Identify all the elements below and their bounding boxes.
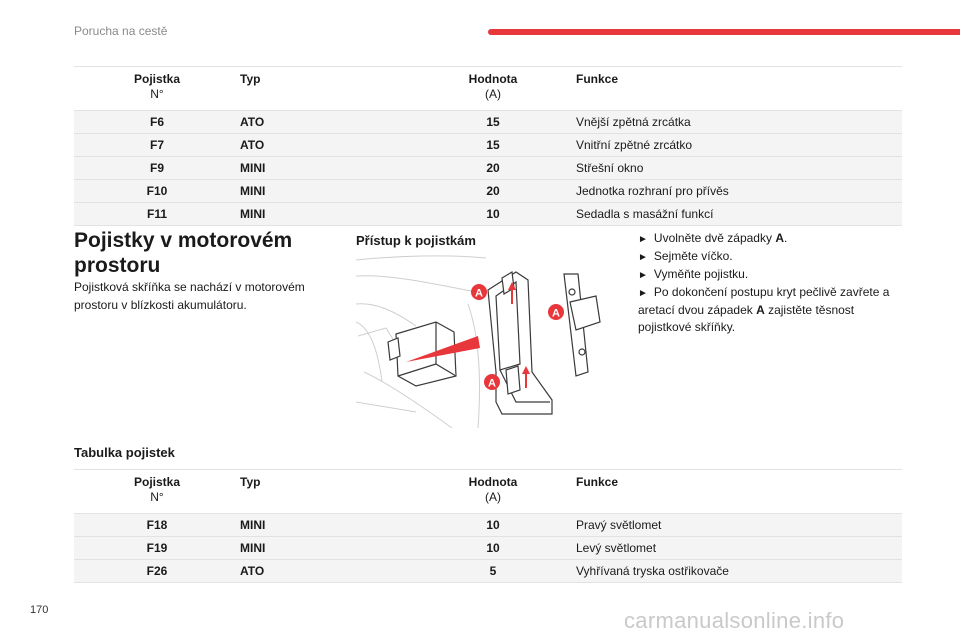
bullet-arrow-icon: ► — [638, 270, 648, 281]
header-type: Typ — [240, 470, 410, 514]
watermark: carmanualsonline.info — [624, 608, 845, 633]
table-row: F18 MINI 10 Pravý světlomet — [74, 514, 902, 537]
bullet-arrow-icon: ► — [638, 234, 648, 245]
header-function: Funkce — [576, 470, 902, 514]
step-item: ► Vyměňte pojistku. — [638, 267, 749, 281]
page-number: 170 — [30, 604, 49, 616]
fuse-access-steps — [638, 230, 898, 336]
table-row: F19 MINI 10 Levý světlomet — [74, 537, 902, 560]
header-type: Typ — [240, 67, 410, 111]
header-value: Hodnota (A) — [410, 470, 576, 514]
latch-marker-a — [471, 284, 487, 300]
fuse-box-illustration — [356, 252, 608, 430]
svg-text:A: A — [475, 287, 483, 300]
header-function: Funkce — [576, 67, 902, 111]
table-header-row — [74, 470, 902, 514]
fuse-table-heading: Tabulka pojistek — [74, 445, 175, 460]
header-fuse: Pojistka N° — [74, 470, 240, 514]
step-item: ► Po dokončení postupu kryt pečlivě zavřete a aretací dvou západek A zajistěte těsnost pojistkové skříňky. — [638, 285, 890, 334]
latch-marker-a — [548, 304, 564, 320]
latch-marker-a — [484, 374, 500, 390]
engine-fuses-text: Pojistková skříňka se nachází v motorovém prostoru v blízkosti akumulátoru. — [74, 280, 305, 312]
table-row: F26 ATO 5 Vyhřívaná tryska ostřikovače — [74, 560, 902, 583]
step-item: ► Uvolněte dvě západky A. — [638, 231, 788, 245]
fuse-table-cabin — [74, 66, 902, 226]
fuse-box-drawing — [356, 252, 608, 430]
bullet-arrow-icon: ► — [638, 288, 648, 299]
header-accent-bar — [488, 29, 960, 35]
svg-text:A: A — [488, 377, 496, 390]
table-row: F9 MINI 20 Střešní okno — [74, 157, 902, 180]
svg-text:A: A — [552, 307, 560, 320]
header-value: Hodnota (A) — [410, 67, 576, 111]
step-item: ► Sejměte víčko. — [638, 249, 733, 263]
engine-fuses-heading: Pojistky v motorovém prostoru — [74, 229, 293, 277]
header-fuse: Pojistka N° — [74, 67, 240, 111]
bullet-arrow-icon: ► — [638, 252, 648, 263]
section-title: Porucha na cestě — [74, 24, 168, 38]
table-row: F6 ATO 15 Vnější zpětná zrcátka — [74, 111, 902, 134]
table-header-row — [74, 67, 902, 111]
table-row: F7 ATO 15 Vnitřní zpětné zrcátko — [74, 134, 902, 157]
table-row: F10 MINI 20 Jednotka rozhraní pro přívěs — [74, 180, 902, 203]
fuse-table-engine — [74, 469, 902, 583]
table-row: F11 MINI 10 Sedadla s masážní funkcí — [74, 203, 902, 226]
fuse-access-heading: Přístup k pojistkám — [356, 233, 476, 248]
